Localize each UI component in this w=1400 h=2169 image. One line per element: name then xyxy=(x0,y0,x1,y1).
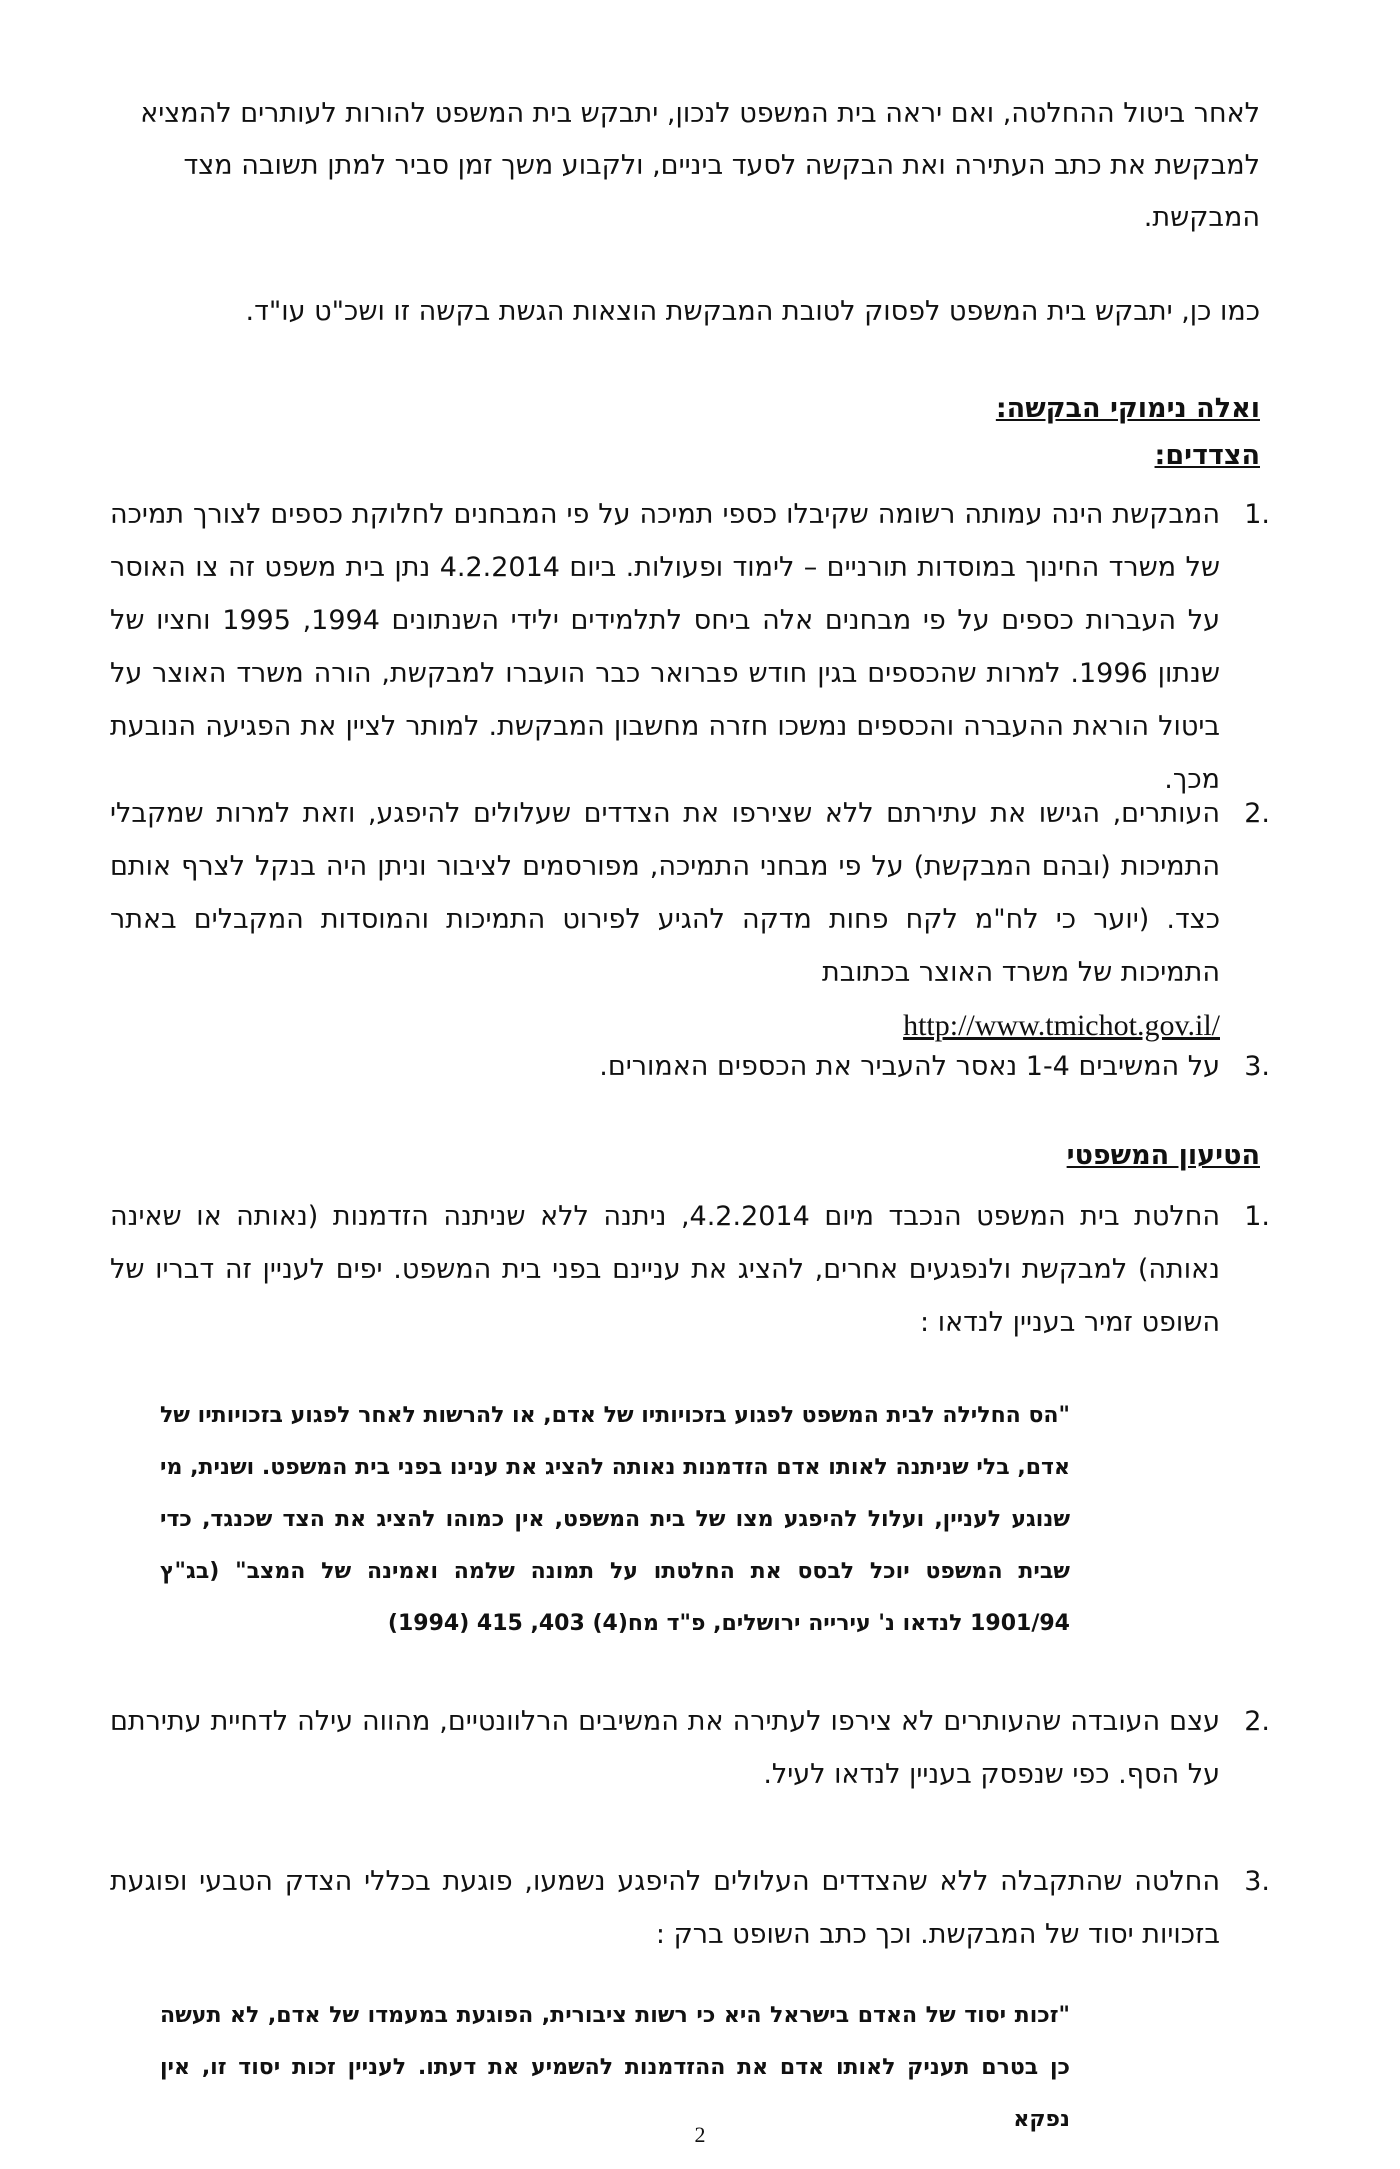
quote-barak: "זכות יסוד של האדם בישראל היא כי רשות ציבורית, הפוגעת במעמדו של אדם, לא תעשה כן בטרם תעניק לאותו אדם את ההזדמנות להשמיע את דעתו. לעניין זכות יסוד זו, אין נפקא xyxy=(160,2003,1070,2132)
item-text: החלטת בית המשפט הנכבד מיום 4.2.2014, ניתנה ללא שניתנה הזדמנות (נאותה או שאינה נאותה) למבקשת ולנפגעים אחרים, להציג את עניינם בפני בית המשפט. יפים לעניין זה דבריו של השופט זמיר בעניין לנדאו : xyxy=(110,1201,1220,1338)
legal-item-2 xyxy=(110,1695,1270,1801)
item-text: החלטה שהתקבלה ללא שהצדדים העלולים להיפגע נשמעו, פוגעת בכללי הצדק הטבעי ופוגעת בזכויות יסוד של המבקשת. וכך כתב השופט ברק : xyxy=(110,1866,1220,1950)
item-number: .3 xyxy=(1244,1051,1270,1082)
item-number: .1 xyxy=(1244,1201,1270,1232)
item-text: העותרים, הגישו את עתירתם ללא שצירפו את הצדדים שעלולים להיפגע, וזאת למרות שמקבלי התמיכות (ובהם המבקשת) על פי מבחני התמיכה, מפורסמים לציבור וניתן היה בנקל לצרף אותם כצד. (יוער כי לח"מ לקח פחות מדקה להגיע לפירוט התמיכות והמוסדות המקבלים באתר התמיכות של משרד האוצר בכתובת xyxy=(110,798,1220,988)
parties-item-3 xyxy=(110,1040,1270,1093)
item-number: .2 xyxy=(1244,798,1270,829)
section-heading-reasons: ואלה נימוקי הבקשה: xyxy=(995,393,1260,424)
item-number: .3 xyxy=(1244,1866,1270,1897)
item-number: .1 xyxy=(1244,499,1270,530)
intro-paragraph-1: לאחר ביטול ההחלטה, ואם יראה בית המשפט לנכון, יתבקש בית המשפט להורות לעותרים להמציא למבקשת את כתב העתירה ואת הבקשה לסעד ביניים, ולקבוע משך זמן סביר למתן תשובה מצד המבקשת. xyxy=(140,98,1260,233)
item-text: עצם העובדה שהעותרים לא צירפו לעתירה את המשיבים הרלוונטיים, מהווה עילה לדחיית עתירתם על הסף. כפי שנפסק בעניין לנדאו לעיל. xyxy=(110,1706,1220,1790)
item-number: .2 xyxy=(1244,1706,1270,1737)
subheading-parties: הצדדים: xyxy=(1154,440,1260,471)
item-text: המבקשת הינה עמותה רשומה שקיבלו כספי תמיכה על פי המבחנים לחלוקת כספים לצורך תמיכה של משרד החינוך במוסדות תורניים – לימוד ופעולות. ביום 4.2.2014 נתן בית משפט זה צו האוסר על העברות כספים על פי מבחנים אלה ביחס לתלמידים ילידי השנתונים 1994, 1995 וחציו של שנתון 1996. למרות שהכספים בגין חודש פברואר כבר הועברו למבקשת, הורה משרד האוצר על ביטול הוראת ההעברה והכספים נמשכו חזרה מחשבון המבקשת. למותר לציין את הפגיעה הנובעת מכך. xyxy=(110,499,1220,795)
intro-paragraph-2: כמו כן, יתבקש בית המשפט לפסוק לטובת המבקשת הוצאות הגשת בקשה זו ושכ"ט עו"ד. xyxy=(245,296,1260,327)
section-heading-legal-argument: הטיעון המשפטי xyxy=(1066,1140,1260,1171)
page-number: 2 xyxy=(694,2122,706,2147)
parties-item-2 xyxy=(110,787,1270,1053)
parties-item-1 xyxy=(110,488,1270,806)
quote-landau: "הס החלילה לבית המשפט לפגוע בזכויותיו של אדם, או להרשות לאחר לפגוע בזכויותיו של אדם, בלי שניתנה לאותו אדם הזדמנות נאותה להציג את ענינו בפני בית המשפט. ושנית, מי שנוגע לעניין, ועלול להיפגע מצו של בית המשפט, אין כמוהו להציג את הצד שכנגד, כדי שבית המשפט יוכל לבסס את החלטתו על תמונה שלמה ואמינה של המצב" (בג"ץ 1901/94 לנדאו נ' עירייה ירושלים, פ"ד מח(4) 403, 415 (1994) xyxy=(160,1403,1070,1636)
item-text: על המשיבים 1-4 נאסר להעביר את הכספים האמורים. xyxy=(599,1051,1220,1082)
legal-item-1 xyxy=(110,1190,1270,1349)
tmichot-link[interactable]: http://www.tmichot.gov.il/ xyxy=(903,1009,1220,1042)
legal-item-3 xyxy=(110,1855,1270,1961)
